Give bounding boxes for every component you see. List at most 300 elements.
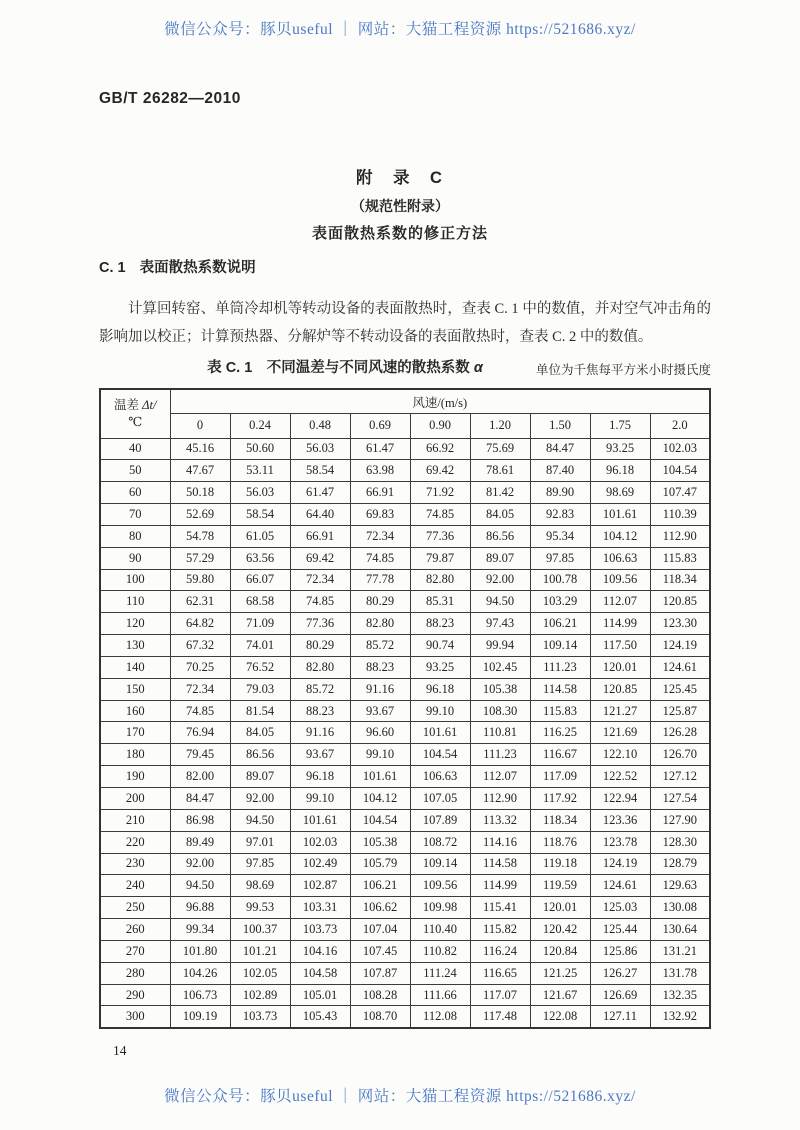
alpha-value-cell: 77.36 bbox=[290, 613, 350, 635]
table-row bbox=[100, 788, 710, 810]
section-number: C. 1 bbox=[99, 260, 126, 276]
alpha-value-cell: 62.31 bbox=[170, 591, 230, 613]
alpha-value-cell: 125.44 bbox=[590, 919, 650, 941]
alpha-value-cell: 92.00 bbox=[470, 569, 530, 591]
alpha-value-cell: 89.07 bbox=[230, 766, 290, 788]
alpha-value-cell: 66.07 bbox=[230, 569, 290, 591]
alpha-value-cell: 107.04 bbox=[350, 919, 410, 941]
alpha-value-cell: 112.07 bbox=[590, 591, 650, 613]
alpha-value-cell: 89.07 bbox=[470, 547, 530, 569]
unit-note: 单位为千焦每平方米小时摄氏度 bbox=[535, 363, 711, 377]
speed-header-row bbox=[100, 414, 710, 439]
alpha-value-cell: 79.03 bbox=[230, 678, 290, 700]
temp-diff-cell: 120 bbox=[100, 613, 170, 635]
alpha-value-cell: 131.21 bbox=[650, 940, 710, 962]
table-row bbox=[100, 504, 710, 526]
alpha-value-cell: 124.61 bbox=[590, 875, 650, 897]
alpha-value-cell: 77.78 bbox=[350, 569, 410, 591]
alpha-value-cell: 99.94 bbox=[470, 635, 530, 657]
alpha-value-cell: 61.47 bbox=[290, 482, 350, 504]
temp-diff-cell: 80 bbox=[100, 525, 170, 547]
alpha-value-cell: 108.28 bbox=[350, 984, 410, 1006]
alpha-value-cell: 103.73 bbox=[290, 919, 350, 941]
alpha-value-cell: 123.78 bbox=[590, 831, 650, 853]
alpha-value-cell: 74.85 bbox=[350, 547, 410, 569]
alpha-value-cell: 127.12 bbox=[650, 766, 710, 788]
alpha-value-cell: 95.34 bbox=[530, 525, 590, 547]
table-caption-row bbox=[99, 356, 711, 378]
alpha-value-cell: 81.54 bbox=[230, 700, 290, 722]
alpha-value-cell: 116.67 bbox=[530, 744, 590, 766]
speed-header-cell: 0.90 bbox=[410, 414, 470, 439]
temp-diff-cell: 200 bbox=[100, 788, 170, 810]
alpha-value-cell: 109.14 bbox=[410, 853, 470, 875]
speed-header-cell: 0.69 bbox=[350, 414, 410, 439]
alpha-value-cell: 105.79 bbox=[350, 853, 410, 875]
temp-diff-cell: 100 bbox=[100, 569, 170, 591]
alpha-value-cell: 104.12 bbox=[590, 525, 650, 547]
alpha-value-cell: 45.16 bbox=[170, 438, 230, 460]
alpha-value-cell: 63.56 bbox=[230, 547, 290, 569]
alpha-value-cell: 114.99 bbox=[590, 613, 650, 635]
alpha-value-cell: 96.60 bbox=[350, 722, 410, 744]
alpha-value-cell: 79.87 bbox=[410, 547, 470, 569]
alpha-value-cell: 104.54 bbox=[410, 744, 470, 766]
alpha-value-cell: 64.40 bbox=[290, 504, 350, 526]
alpha-value-cell: 85.72 bbox=[290, 678, 350, 700]
alpha-value-cell: 123.30 bbox=[650, 613, 710, 635]
temp-diff-cell: 240 bbox=[100, 875, 170, 897]
alpha-value-cell: 105.38 bbox=[350, 831, 410, 853]
alpha-value-cell: 85.72 bbox=[350, 635, 410, 657]
alpha-value-cell: 117.50 bbox=[590, 635, 650, 657]
alpha-value-cell: 115.82 bbox=[470, 919, 530, 941]
alpha-value-cell: 120.85 bbox=[590, 678, 650, 700]
alpha-value-cell: 79.45 bbox=[170, 744, 230, 766]
alpha-value-cell: 109.98 bbox=[410, 897, 470, 919]
alpha-value-cell: 122.52 bbox=[590, 766, 650, 788]
temp-diff-cell: 90 bbox=[100, 547, 170, 569]
alpha-value-cell: 122.94 bbox=[590, 788, 650, 810]
alpha-value-cell: 107.47 bbox=[650, 482, 710, 504]
table-row bbox=[100, 525, 710, 547]
wind-speed-group-header: 风速/(m/s) bbox=[170, 389, 710, 414]
alpha-value-cell: 94.50 bbox=[170, 875, 230, 897]
alpha-value-cell: 67.32 bbox=[170, 635, 230, 657]
alpha-value-cell: 114.16 bbox=[470, 831, 530, 853]
alpha-value-cell: 126.70 bbox=[650, 744, 710, 766]
table-row bbox=[100, 809, 710, 831]
alpha-value-cell: 102.89 bbox=[230, 984, 290, 1006]
table-row bbox=[100, 613, 710, 635]
alpha-value-cell: 116.25 bbox=[530, 722, 590, 744]
alpha-value-cell: 92.00 bbox=[170, 853, 230, 875]
alpha-value-cell: 111.23 bbox=[530, 656, 590, 678]
alpha-value-cell: 125.86 bbox=[590, 940, 650, 962]
alpha-value-cell: 123.36 bbox=[590, 809, 650, 831]
table-row bbox=[100, 482, 710, 504]
alpha-value-cell: 93.25 bbox=[410, 656, 470, 678]
temp-diff-cell: 180 bbox=[100, 744, 170, 766]
alpha-value-cell: 102.03 bbox=[650, 438, 710, 460]
temp-diff-cell: 160 bbox=[100, 700, 170, 722]
alpha-value-cell: 109.56 bbox=[590, 569, 650, 591]
alpha-value-cell: 109.19 bbox=[170, 1006, 230, 1028]
temp-diff-cell: 190 bbox=[100, 766, 170, 788]
alpha-value-cell: 118.34 bbox=[530, 809, 590, 831]
alpha-value-cell: 82.00 bbox=[170, 766, 230, 788]
alpha-value-cell: 117.48 bbox=[470, 1006, 530, 1028]
alpha-value-cell: 80.29 bbox=[290, 635, 350, 657]
watermark-footer: 微信公众号：豚贝useful ｜ 网站：大猫工程资源 https://521686.xyz/ bbox=[164, 1088, 636, 1105]
temp-diff-cell: 300 bbox=[100, 1006, 170, 1028]
alpha-value-cell: 109.14 bbox=[530, 635, 590, 657]
temp-diff-cell: 220 bbox=[100, 831, 170, 853]
alpha-value-cell: 91.16 bbox=[290, 722, 350, 744]
speed-header-cell: 0.48 bbox=[290, 414, 350, 439]
alpha-value-cell: 76.94 bbox=[170, 722, 230, 744]
alpha-value-cell: 102.87 bbox=[290, 875, 350, 897]
alpha-value-cell: 56.03 bbox=[290, 438, 350, 460]
table-row bbox=[100, 700, 710, 722]
alpha-value-cell: 122.10 bbox=[590, 744, 650, 766]
table-row bbox=[100, 766, 710, 788]
alpha-value-cell: 102.03 bbox=[290, 831, 350, 853]
alpha-value-cell: 97.85 bbox=[530, 547, 590, 569]
alpha-value-cell: 129.63 bbox=[650, 875, 710, 897]
table-caption: 表 C. 1 不同温差与不同风速的散热系数 α bbox=[207, 360, 483, 376]
alpha-value-cell: 90.74 bbox=[410, 635, 470, 657]
standard-code: GB/T 26282—2010 bbox=[99, 90, 241, 107]
alpha-value-cell: 71.09 bbox=[230, 613, 290, 635]
alpha-value-cell: 117.07 bbox=[470, 984, 530, 1006]
alpha-value-cell: 106.62 bbox=[350, 897, 410, 919]
alpha-value-cell: 104.26 bbox=[170, 962, 230, 984]
alpha-value-cell: 132.35 bbox=[650, 984, 710, 1006]
alpha-value-cell: 69.83 bbox=[350, 504, 410, 526]
alpha-value-cell: 121.27 bbox=[590, 700, 650, 722]
alpha-value-cell: 128.30 bbox=[650, 831, 710, 853]
alpha-value-cell: 99.10 bbox=[290, 788, 350, 810]
alpha-value-cell: 77.36 bbox=[410, 525, 470, 547]
alpha-value-cell: 106.73 bbox=[170, 984, 230, 1006]
alpha-value-cell: 106.63 bbox=[590, 547, 650, 569]
alpha-value-cell: 101.61 bbox=[350, 766, 410, 788]
alpha-value-cell: 130.08 bbox=[650, 897, 710, 919]
table-row bbox=[100, 569, 710, 591]
alpha-value-cell: 124.19 bbox=[650, 635, 710, 657]
alpha-value-cell: 120.85 bbox=[650, 591, 710, 613]
alpha-value-cell: 92.00 bbox=[230, 788, 290, 810]
alpha-value-cell: 125.87 bbox=[650, 700, 710, 722]
alpha-value-cell: 85.31 bbox=[410, 591, 470, 613]
alpha-value-cell: 126.69 bbox=[590, 984, 650, 1006]
alpha-value-cell: 69.42 bbox=[290, 547, 350, 569]
alpha-value-cell: 114.58 bbox=[530, 678, 590, 700]
alpha-value-cell: 120.84 bbox=[530, 940, 590, 962]
alpha-value-cell: 61.47 bbox=[350, 438, 410, 460]
speed-header-cell: 2.0 bbox=[650, 414, 710, 439]
table-row bbox=[100, 744, 710, 766]
table-row bbox=[100, 460, 710, 482]
alpha-value-cell: 76.52 bbox=[230, 656, 290, 678]
appendix-subtitle: （规范性附录） bbox=[351, 198, 449, 214]
temp-diff-cell: 130 bbox=[100, 635, 170, 657]
alpha-value-cell: 120.01 bbox=[590, 656, 650, 678]
alpha-value-cell: 105.43 bbox=[290, 1006, 350, 1028]
alpha-value-cell: 117.92 bbox=[530, 788, 590, 810]
table-row bbox=[100, 962, 710, 984]
alpha-value-cell: 115.41 bbox=[470, 897, 530, 919]
alpha-value-cell: 110.40 bbox=[410, 919, 470, 941]
alpha-value-cell: 103.29 bbox=[530, 591, 590, 613]
appendix-title: 附 录 C bbox=[356, 169, 444, 187]
alpha-value-cell: 75.69 bbox=[470, 438, 530, 460]
alpha-value-cell: 101.61 bbox=[290, 809, 350, 831]
alpha-value-cell: 112.90 bbox=[650, 525, 710, 547]
alpha-value-cell: 74.85 bbox=[170, 700, 230, 722]
alpha-value-cell: 96.18 bbox=[590, 460, 650, 482]
alpha-value-cell: 89.49 bbox=[170, 831, 230, 853]
alpha-value-cell: 103.73 bbox=[230, 1006, 290, 1028]
alpha-value-cell: 126.28 bbox=[650, 722, 710, 744]
temp-diff-cell: 60 bbox=[100, 482, 170, 504]
alpha-value-cell: 116.65 bbox=[470, 962, 530, 984]
alpha-value-cell: 122.08 bbox=[530, 1006, 590, 1028]
celsius-unit: ℃ bbox=[128, 414, 143, 429]
table-row bbox=[100, 875, 710, 897]
alpha-value-cell: 102.45 bbox=[470, 656, 530, 678]
alpha-value-cell: 97.43 bbox=[470, 613, 530, 635]
alpha-value-cell: 104.54 bbox=[350, 809, 410, 831]
alpha-value-cell: 107.05 bbox=[410, 788, 470, 810]
table-row bbox=[100, 635, 710, 657]
table-body bbox=[100, 438, 710, 1028]
alpha-value-cell: 59.80 bbox=[170, 569, 230, 591]
alpha-symbol: α bbox=[473, 360, 483, 376]
table-row bbox=[100, 831, 710, 853]
table-row bbox=[100, 1006, 710, 1028]
alpha-value-cell: 96.88 bbox=[170, 897, 230, 919]
alpha-value-cell: 88.23 bbox=[410, 613, 470, 635]
alpha-value-cell: 74.85 bbox=[410, 504, 470, 526]
temp-diff-cell: 140 bbox=[100, 656, 170, 678]
alpha-value-cell: 126.27 bbox=[590, 962, 650, 984]
alpha-value-cell: 96.18 bbox=[290, 766, 350, 788]
alpha-value-cell: 105.01 bbox=[290, 984, 350, 1006]
table-row bbox=[100, 722, 710, 744]
alpha-value-cell: 114.99 bbox=[470, 875, 530, 897]
alpha-value-cell: 111.66 bbox=[410, 984, 470, 1006]
temp-diff-cell: 50 bbox=[100, 460, 170, 482]
alpha-value-cell: 86.98 bbox=[170, 809, 230, 831]
table-row bbox=[100, 853, 710, 875]
alpha-value-cell: 66.91 bbox=[290, 525, 350, 547]
alpha-value-cell: 109.56 bbox=[410, 875, 470, 897]
alpha-value-cell: 104.58 bbox=[290, 962, 350, 984]
alpha-value-cell: 64.82 bbox=[170, 613, 230, 635]
alpha-value-cell: 125.45 bbox=[650, 678, 710, 700]
table-row bbox=[100, 678, 710, 700]
alpha-value-cell: 93.67 bbox=[290, 744, 350, 766]
alpha-value-cell: 89.90 bbox=[530, 482, 590, 504]
table-row bbox=[100, 591, 710, 613]
alpha-value-cell: 98.69 bbox=[590, 482, 650, 504]
speed-header-cell: 0.24 bbox=[230, 414, 290, 439]
temp-diff-cell: 280 bbox=[100, 962, 170, 984]
alpha-value-cell: 84.05 bbox=[230, 722, 290, 744]
alpha-value-cell: 101.80 bbox=[170, 940, 230, 962]
alpha-value-cell: 57.29 bbox=[170, 547, 230, 569]
alpha-value-cell: 119.18 bbox=[530, 853, 590, 875]
alpha-value-cell: 96.18 bbox=[410, 678, 470, 700]
alpha-value-cell: 106.21 bbox=[350, 875, 410, 897]
alpha-value-cell: 130.64 bbox=[650, 919, 710, 941]
alpha-value-cell: 50.18 bbox=[170, 482, 230, 504]
alpha-value-cell: 104.16 bbox=[290, 940, 350, 962]
alpha-value-cell: 92.83 bbox=[530, 504, 590, 526]
alpha-value-cell: 108.70 bbox=[350, 1006, 410, 1028]
alpha-value-cell: 71.92 bbox=[410, 482, 470, 504]
alpha-value-cell: 91.16 bbox=[350, 678, 410, 700]
alpha-value-cell: 108.30 bbox=[470, 700, 530, 722]
page-number: 14 bbox=[113, 1043, 127, 1058]
alpha-value-cell: 66.91 bbox=[350, 482, 410, 504]
alpha-value-cell: 74.85 bbox=[290, 591, 350, 613]
alpha-value-cell: 78.61 bbox=[470, 460, 530, 482]
temp-diff-cell: 40 bbox=[100, 438, 170, 460]
table-row bbox=[100, 919, 710, 941]
alpha-value-cell: 99.53 bbox=[230, 897, 290, 919]
appendix-title-block bbox=[0, 164, 800, 243]
temp-diff-cell: 270 bbox=[100, 940, 170, 962]
alpha-value-cell: 80.29 bbox=[350, 591, 410, 613]
alpha-value-cell: 124.61 bbox=[650, 656, 710, 678]
body-paragraph: 计算回转窑、单筒冷却机等转动设备的表面散热时，查表 C. 1 中的数值，并对空气冲击角的影响加以校正；计算预热器、分解炉等不转动设备的表面散热时，查表 C. 2 中的数值。 bbox=[99, 301, 711, 345]
alpha-value-cell: 82.80 bbox=[410, 569, 470, 591]
table-row bbox=[100, 897, 710, 919]
appendix-heading: 表面散热系数的修正方法 bbox=[311, 225, 488, 242]
alpha-value-cell: 121.25 bbox=[530, 962, 590, 984]
alpha-value-cell: 93.67 bbox=[350, 700, 410, 722]
temp-diff-cell: 250 bbox=[100, 897, 170, 919]
alpha-value-cell: 102.49 bbox=[290, 853, 350, 875]
alpha-value-cell: 52.69 bbox=[170, 504, 230, 526]
alpha-value-cell: 118.76 bbox=[530, 831, 590, 853]
alpha-value-cell: 94.50 bbox=[470, 591, 530, 613]
heat-coefficient-table bbox=[99, 388, 711, 1029]
alpha-value-cell: 104.54 bbox=[650, 460, 710, 482]
alpha-value-cell: 110.81 bbox=[470, 722, 530, 744]
alpha-value-cell: 94.50 bbox=[230, 809, 290, 831]
alpha-value-cell: 72.34 bbox=[350, 525, 410, 547]
alpha-value-cell: 97.85 bbox=[230, 853, 290, 875]
alpha-value-cell: 88.23 bbox=[350, 656, 410, 678]
alpha-value-cell: 87.40 bbox=[530, 460, 590, 482]
alpha-value-cell: 118.34 bbox=[650, 569, 710, 591]
alpha-value-cell: 99.34 bbox=[170, 919, 230, 941]
alpha-value-cell: 86.56 bbox=[230, 744, 290, 766]
alpha-value-cell: 107.89 bbox=[410, 809, 470, 831]
alpha-value-cell: 53.11 bbox=[230, 460, 290, 482]
alpha-value-cell: 66.92 bbox=[410, 438, 470, 460]
alpha-value-cell: 128.79 bbox=[650, 853, 710, 875]
alpha-value-cell: 56.03 bbox=[230, 482, 290, 504]
temp-diff-cell: 260 bbox=[100, 919, 170, 941]
alpha-value-cell: 68.58 bbox=[230, 591, 290, 613]
alpha-value-cell: 116.24 bbox=[470, 940, 530, 962]
alpha-value-cell: 121.67 bbox=[530, 984, 590, 1006]
group-header-row bbox=[100, 389, 710, 414]
temp-diff-cell: 150 bbox=[100, 678, 170, 700]
speed-header-cell: 1.20 bbox=[470, 414, 530, 439]
alpha-value-cell: 125.03 bbox=[590, 897, 650, 919]
alpha-value-cell: 127.11 bbox=[590, 1006, 650, 1028]
alpha-value-cell: 69.42 bbox=[410, 460, 470, 482]
alpha-value-cell: 99.10 bbox=[350, 744, 410, 766]
table-row bbox=[100, 547, 710, 569]
alpha-value-cell: 120.01 bbox=[530, 897, 590, 919]
alpha-value-cell: 105.38 bbox=[470, 678, 530, 700]
alpha-value-cell: 101.61 bbox=[410, 722, 470, 744]
section-title: 表面散热系数说明 bbox=[139, 260, 256, 276]
alpha-value-cell: 82.80 bbox=[290, 656, 350, 678]
speed-header-cell: 1.75 bbox=[590, 414, 650, 439]
alpha-value-cell: 110.82 bbox=[410, 940, 470, 962]
temp-diff-cell: 170 bbox=[100, 722, 170, 744]
alpha-value-cell: 119.59 bbox=[530, 875, 590, 897]
alpha-value-cell: 103.31 bbox=[290, 897, 350, 919]
alpha-value-cell: 47.67 bbox=[170, 460, 230, 482]
alpha-value-cell: 58.54 bbox=[230, 504, 290, 526]
alpha-value-cell: 84.47 bbox=[530, 438, 590, 460]
alpha-value-cell: 111.23 bbox=[470, 744, 530, 766]
alpha-value-cell: 84.47 bbox=[170, 788, 230, 810]
alpha-value-cell: 86.56 bbox=[470, 525, 530, 547]
alpha-value-cell: 131.78 bbox=[650, 962, 710, 984]
alpha-value-cell: 106.21 bbox=[530, 613, 590, 635]
alpha-value-cell: 97.01 bbox=[230, 831, 290, 853]
temp-diff-cell: 290 bbox=[100, 984, 170, 1006]
alpha-value-cell: 107.45 bbox=[350, 940, 410, 962]
temp-diff-cell: 210 bbox=[100, 809, 170, 831]
alpha-value-cell: 100.78 bbox=[530, 569, 590, 591]
speed-header-cell: 1.50 bbox=[530, 414, 590, 439]
speed-header-cell: 0 bbox=[170, 414, 230, 439]
alpha-value-cell: 58.54 bbox=[290, 460, 350, 482]
alpha-value-cell: 108.72 bbox=[410, 831, 470, 853]
temp-diff-cell: 110 bbox=[100, 591, 170, 613]
alpha-value-cell: 93.25 bbox=[590, 438, 650, 460]
alpha-value-cell: 81.42 bbox=[470, 482, 530, 504]
section-heading bbox=[99, 256, 256, 277]
alpha-value-cell: 98.69 bbox=[230, 875, 290, 897]
alpha-value-cell: 110.39 bbox=[650, 504, 710, 526]
alpha-value-cell: 101.21 bbox=[230, 940, 290, 962]
alpha-value-cell: 74.01 bbox=[230, 635, 290, 657]
alpha-value-cell: 112.07 bbox=[470, 766, 530, 788]
alpha-value-cell: 63.98 bbox=[350, 460, 410, 482]
delta-t-symbol: Δt/ bbox=[142, 397, 157, 412]
table-row bbox=[100, 438, 710, 460]
alpha-value-cell: 115.83 bbox=[650, 547, 710, 569]
alpha-value-cell: 82.80 bbox=[350, 613, 410, 635]
alpha-value-cell: 117.09 bbox=[530, 766, 590, 788]
alpha-value-cell: 72.34 bbox=[170, 678, 230, 700]
alpha-value-cell: 127.54 bbox=[650, 788, 710, 810]
alpha-value-cell: 124.19 bbox=[590, 853, 650, 875]
alpha-value-cell: 100.37 bbox=[230, 919, 290, 941]
